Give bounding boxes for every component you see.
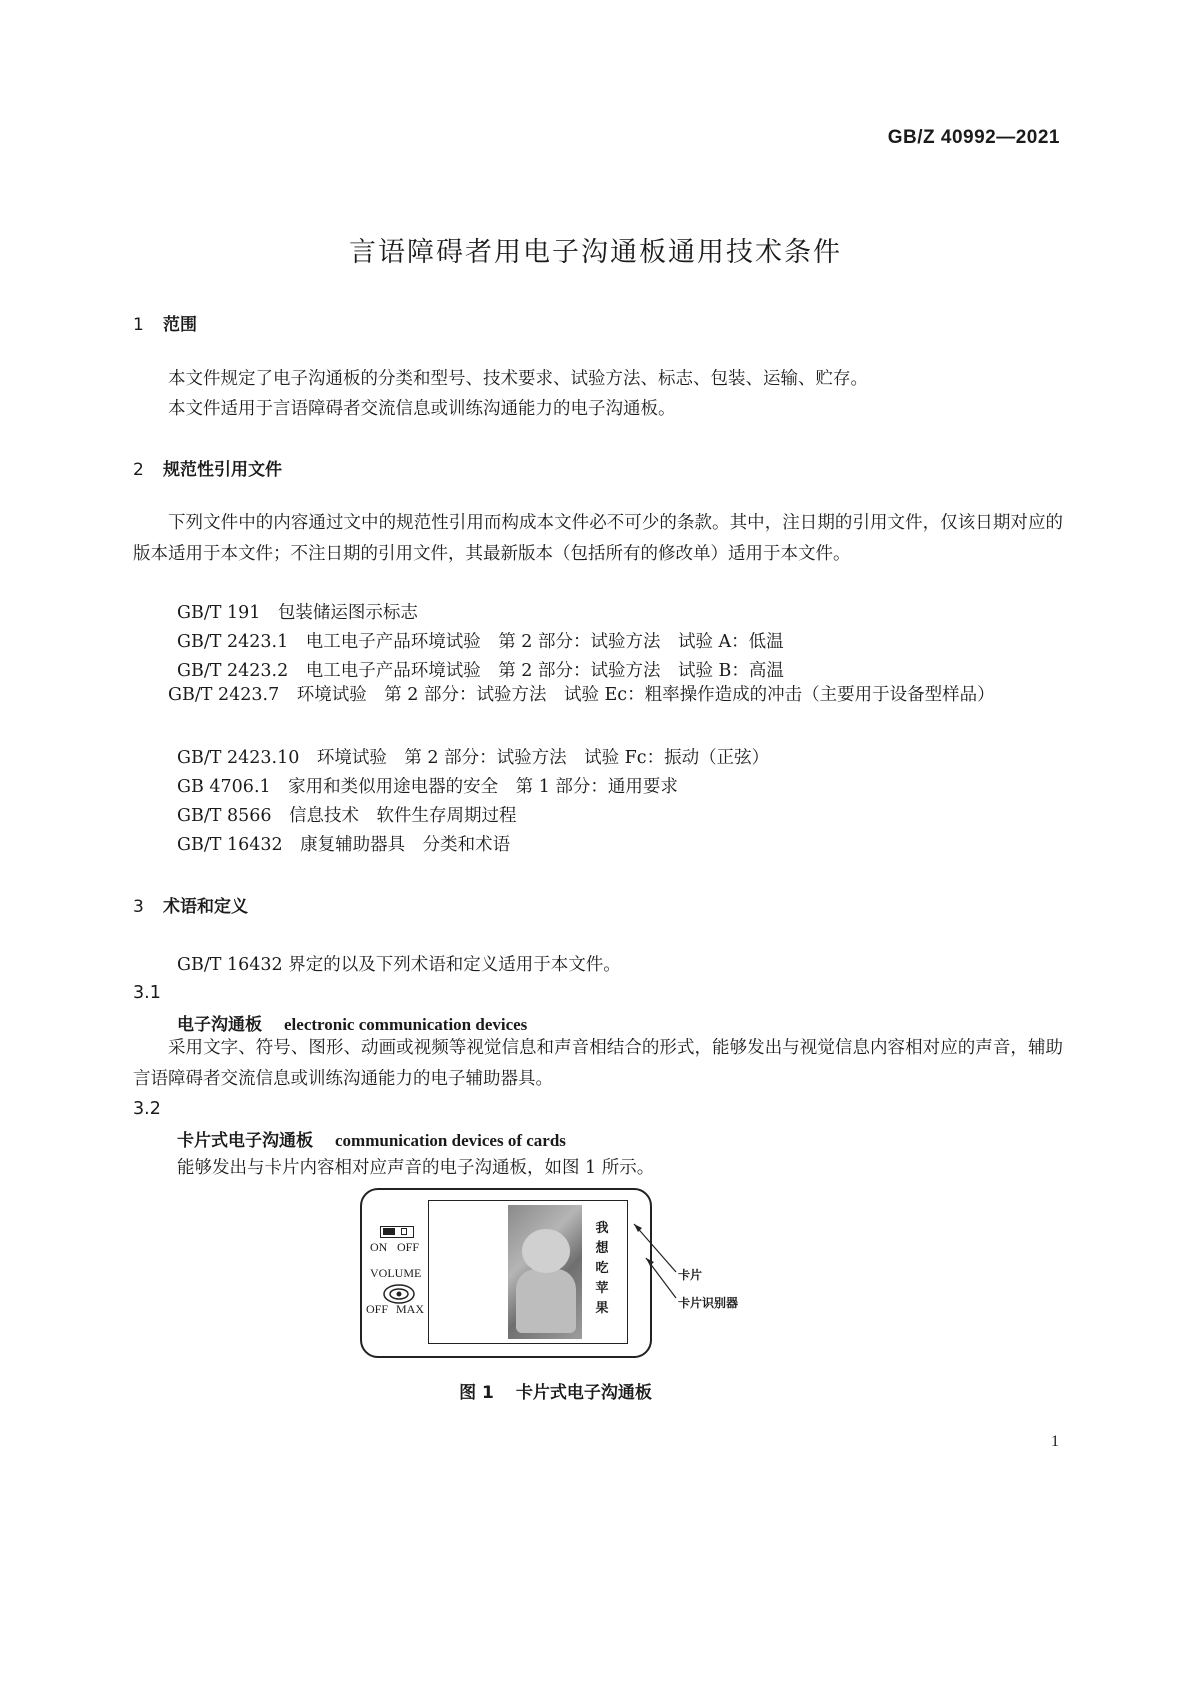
reference-item: GB/T 8566 信息技术 软件生存周期过程 bbox=[177, 806, 517, 826]
callout-card-label: 卡片 bbox=[678, 1268, 703, 1282]
section-2-heading bbox=[133, 455, 282, 480]
terms-intro: GB/T 16432 界定的以及下列术语和定义适用于本文件。 bbox=[177, 955, 621, 975]
off-label: OFF bbox=[397, 1240, 420, 1254]
section-title: 规范性引用文件 bbox=[163, 460, 282, 480]
term-name-en: communication devices of cards bbox=[335, 1131, 566, 1150]
section-number: 1 bbox=[133, 315, 144, 335]
reference-item: GB/T 191 包装储运图示标志 bbox=[177, 603, 418, 623]
section-number: 2 bbox=[133, 460, 144, 480]
term-definition: 采用文字、符号、图形、动画或视频等视觉信息和声音相结合的形式，能够发出与视觉信息内容相对应的声音，辅助言语障碍者交流信息或训练沟通能力的电子辅助器具。 bbox=[133, 1038, 1063, 1089]
on-label: ON bbox=[370, 1240, 388, 1254]
figure-title: 卡片式电子沟通板 bbox=[515, 1383, 652, 1403]
reference-item: GB 4706.1 家用和类似用途电器的安全 第 1 部分：通用要求 bbox=[177, 777, 678, 797]
scope-paragraph-2: 本文件适用于言语障碍者交流信息或训练沟通能力的电子沟通板。 bbox=[168, 399, 676, 419]
section-3-heading bbox=[133, 892, 248, 917]
card-char: 我 bbox=[595, 1221, 609, 1236]
reference-item: GB/T 2423.2 电工电子产品环境试验 第 2 部分：试验方法 试验 B：高温 bbox=[177, 661, 784, 681]
card-char: 吃 bbox=[595, 1261, 609, 1276]
term-name bbox=[177, 1010, 527, 1035]
reference-item: GB/T 16432 康复辅助器具 分类和术语 bbox=[177, 835, 511, 855]
normative-references-intro: 下列文件中的内容通过文中的规范性引用而构成本文件必不可少的条款。其中，注日期的引用文件，仅该日期对应的版本适用于本文件；不注日期的引用文件，其最新版本（包括所有的修改单）适用于本文件。 bbox=[133, 513, 1063, 564]
section-title: 范围 bbox=[163, 315, 197, 335]
document-title: 言语障碍者用电子沟通板通用技术条件 bbox=[349, 237, 842, 268]
card-char: 苹 bbox=[595, 1281, 609, 1296]
figure-caption bbox=[0, 1378, 1111, 1403]
callout-arrows bbox=[360, 1188, 800, 1360]
section-number: 3 bbox=[133, 897, 144, 917]
term-number: 3.1 bbox=[133, 983, 161, 1003]
reference-item: GB/T 2423.10 环境试验 第 2 部分：试验方法 试验 Fc：振动（正弦） bbox=[177, 748, 770, 768]
term-name-zh: 卡片式电子沟通板 bbox=[177, 1131, 313, 1151]
term-name-en: electronic communication devices bbox=[284, 1015, 528, 1034]
scope-paragraph-1: 本文件规定了电子沟通板的分类和型号、技术要求、试验方法、标志、包装、运输、贮存。 bbox=[168, 369, 868, 389]
reference-item: GB/T 2423.1 电工电子产品环境试验 第 2 部分：试验方法 试验 A：低温 bbox=[177, 632, 784, 652]
card-char: 想 bbox=[595, 1241, 609, 1256]
page-number: 1 bbox=[1051, 1433, 1059, 1450]
section-title: 术语和定义 bbox=[163, 897, 248, 917]
figure-number: 图 1 bbox=[459, 1383, 494, 1403]
card-char: 果 bbox=[595, 1301, 609, 1316]
reference-item-long: GB/T 2423.7 环境试验 第 2 部分：试验方法 试验 Ec：粗率操作造成的冲击（主要用于设备型样品） bbox=[168, 685, 995, 705]
term-name bbox=[177, 1126, 566, 1151]
term-name-zh: 电子沟通板 bbox=[177, 1015, 262, 1035]
section-1-heading bbox=[133, 310, 197, 335]
volume-label: VOLUME bbox=[370, 1266, 422, 1280]
figure-1 bbox=[360, 1188, 800, 1360]
volume-off-label: OFF bbox=[366, 1302, 389, 1316]
term-definition: 能够发出与卡片内容相对应声音的电子沟通板，如图 1 所示。 bbox=[177, 1158, 655, 1178]
volume-max-label: MAX bbox=[396, 1302, 425, 1316]
standard-code: GB/Z 40992—2021 bbox=[887, 127, 1060, 148]
term-number: 3.2 bbox=[133, 1099, 161, 1119]
callout-reader-label: 卡片识别器 bbox=[678, 1296, 739, 1310]
